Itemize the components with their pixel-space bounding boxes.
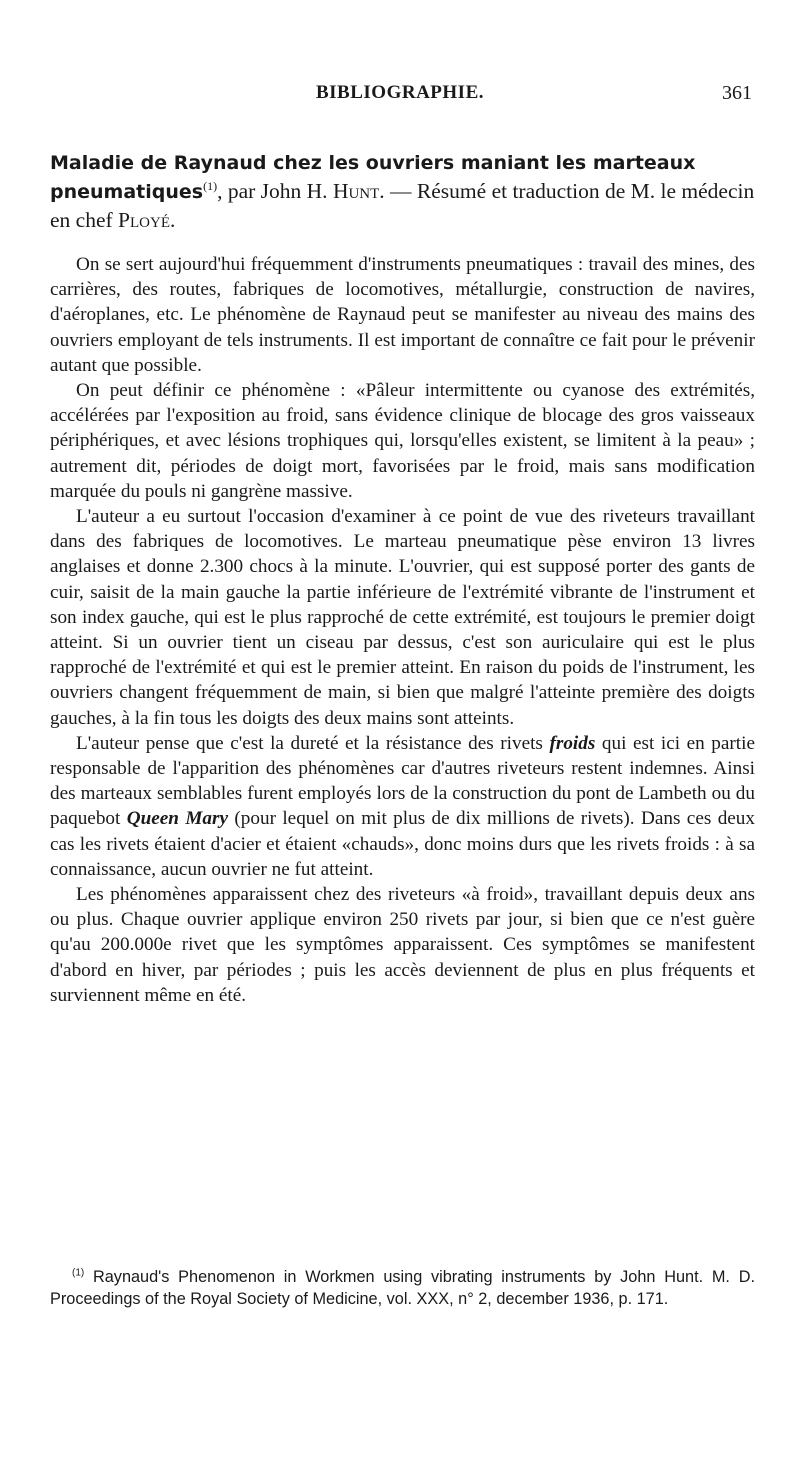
footnote	[50, 1266, 755, 1310]
translator-name: Ployé	[118, 208, 170, 232]
article-title-main: Maladie de Raynaud chez les ouvriers maniant les marteaux pneumatiques	[50, 152, 696, 203]
footnote-ref: (1)	[203, 178, 218, 193]
translation-note: . — Résumé et traduction de M. le médecin en chef	[50, 179, 755, 232]
footnote-marker: (1)	[72, 1267, 85, 1279]
paragraph-4-part-a: L'auteur pense que c'est la dureté et la résistance des rivets	[76, 732, 550, 754]
ship-name: Queen Mary	[126, 808, 228, 830]
running-head-title: BIBLIOGRAPHIE.	[315, 82, 484, 103]
paragraph-4-part-e: (pour lequel on mit plus de dix millions de rivets). Dans ces deux cas les rivets étaient d'acier et étaient «chauds», donc moins durs que les rivets froids : à sa connaissance, aucun ouvrier ne fut atteint.	[50, 808, 755, 880]
paragraph-4-part-c: qui est ici en partie responsable de l'apparition des phénomènes car d'autres riveteurs restent indemnes. Ainsi des marteaux semblables furent employés lors de la construction du pont de Lambeth ou du paquebot	[50, 732, 755, 830]
paragraph-3: L'auteur a eu surtout l'occasion d'examiner à ce point de vue des riveteurs travaillant dans des fabriques de locomotives. Le marteau pneumatique pèse environ 13 livres anglaises et donne 2.300 chocs à la minute. L'ouvrier, qui est supposé porter des gants de cuir, saisit de la main gauche la partie inférieure de l'extrémité vibrante de l'instrument et son index gauche, qui est le plus rapproché de cette extrémité, est toujours le premier doigt atteint. Si un ouvrier tient un ciseau par dessus, c'est son auriculaire qui est le plus rapproché de l'extrémité et qui est le premier atteint. En raison du poids de l'instrument, les ouvriers changent fréquemment de main, si bien que malgré l'atteinte première des doigts gauches, à la fin tous les doigts des deux mains sont atteints.	[50, 506, 755, 729]
author-name: Hunt	[332, 179, 380, 203]
paragraph-1: On se sert aujourd'hui fréquemment d'instruments pneumatiques : travail des mines, des carrières, des routes, fabriques de locomotives, métallurgie, construction de navires, d'aéroplanes, etc. Le phénomène de Raynaud peut se manifester au niveau des mains des ouvriers employant de tels instruments. Il est important de connaître ce fait pour le prévenir autant que possible.	[50, 254, 755, 376]
running-head	[0, 82, 800, 112]
page-number: 361	[722, 82, 752, 104]
paragraph-2: On peut définir ce phénomène : «Pâleur intermittente ou cyanose des extrémités, accélérées par l'exposition au froid, sans évidence clinique de blocage des gros vaisseaux périphériques, et avec lésions trophiques qui, lorsqu'elles existent, se limitent à la peau» ; autrement dit, périodes de doigt mort, favorisées par le froid, mais sans modification marquée du pouls ni gangrène massive.	[50, 380, 755, 502]
paragraph-5: Les phénomènes apparaissent chez des riveteurs «à froid», travaillant depuis deux ans ou plus. Chaque ouvrier applique environ 250 rivets par jour, si bien que ce n'est guère qu'au 200.000e rivet que les symptômes apparaissent. Ces symptômes se manifestent d'abord en hiver, par périodes ; puis les accès deviennent de plus en plus fréquents et surviennent même en été.	[50, 884, 755, 1006]
emphasis-froids: froids	[549, 732, 596, 754]
byline: , par John H.	[217, 179, 333, 203]
footnote-text: Raynaud's Phenomenon in Workmen using vibrating instruments by John Hunt. M. D. Proceedings of the Royal Society of Medicine, vol. XXX, n° 2, december 1936, p. 171.	[50, 1268, 755, 1308]
article-body	[50, 252, 755, 1008]
title-end: .	[170, 208, 176, 232]
article-title	[50, 148, 755, 234]
paragraph-4	[50, 731, 755, 882]
